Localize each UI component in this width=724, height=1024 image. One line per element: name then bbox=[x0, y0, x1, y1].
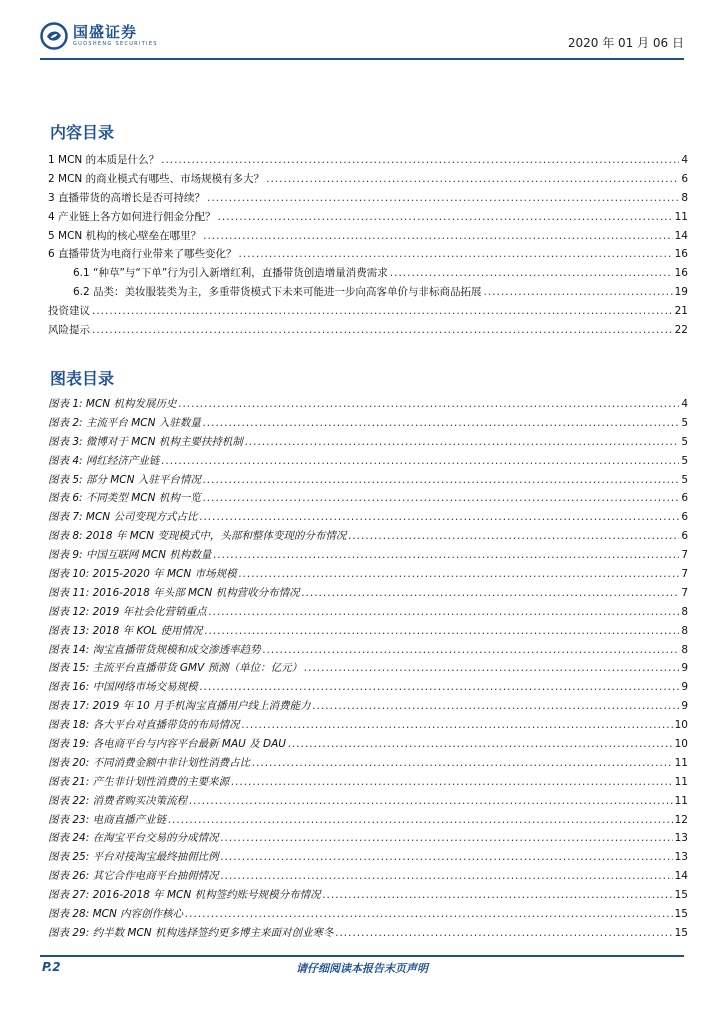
dot-leader bbox=[92, 324, 673, 336]
figure-entry[interactable] bbox=[48, 849, 688, 868]
figure-entry-label: 图表 19: 各电商平台与内容平台最新 MAU 及 DAU bbox=[48, 738, 286, 751]
figure-entry-label: 图表 18: 各大平台对直播带货的布局情况 bbox=[48, 719, 240, 732]
figure-entry-page: 13 bbox=[674, 832, 688, 845]
dot-leader bbox=[266, 173, 679, 185]
figure-entry-page: 15 bbox=[674, 926, 688, 939]
contents-entry-label: 投资建议 bbox=[48, 305, 90, 318]
figure-entry[interactable] bbox=[48, 472, 688, 491]
figure-entry-page: 5 bbox=[681, 454, 688, 467]
contents-entry-label: 6.2 品类：美妆服装类为主，多重带货模式下未来可能进一步向高客单价与非标商品拓展 bbox=[73, 286, 482, 299]
figures-list bbox=[48, 396, 688, 944]
figure-entry-page: 9 bbox=[681, 662, 688, 675]
figure-entry[interactable] bbox=[48, 453, 688, 472]
figure-entry-page: 7 bbox=[681, 549, 688, 562]
figure-entry-page: 4 bbox=[681, 398, 688, 410]
contents-entry-label: 4 产业链上各方如何进行佣金分配？ bbox=[48, 210, 216, 223]
figure-entry-page: 5 bbox=[681, 473, 688, 486]
contents-entry-page: 6 bbox=[681, 172, 688, 185]
dot-leader bbox=[302, 587, 680, 599]
figure-entry-label: 图表 14: 淘宝直播带货规模和成交渗透率趋势 bbox=[48, 643, 261, 656]
contents-entry-page: 4 bbox=[681, 154, 688, 166]
contents-entry-label: 6.1 “种草”与“下单”行为引入新增红利，直播带货创造增量消费需求 bbox=[73, 267, 388, 280]
figure-entry[interactable] bbox=[48, 755, 688, 774]
dot-leader bbox=[92, 305, 673, 317]
contents-entry-page: 8 bbox=[681, 191, 688, 204]
dot-leader bbox=[348, 530, 679, 542]
figure-entry[interactable] bbox=[48, 660, 688, 679]
company-logo bbox=[40, 22, 158, 50]
contents-entry[interactable] bbox=[48, 322, 688, 341]
figure-entry[interactable] bbox=[48, 566, 688, 585]
figure-entry-label: 图表 3: 微博对于 MCN 机构主要扶持机制 bbox=[48, 435, 243, 448]
contents-entry-page: 21 bbox=[674, 305, 688, 318]
contents-entry[interactable] bbox=[48, 265, 688, 284]
header-divider bbox=[40, 58, 684, 60]
figure-entry[interactable] bbox=[48, 925, 688, 944]
figure-entry-page: 13 bbox=[674, 851, 688, 864]
dot-leader bbox=[203, 492, 679, 504]
dot-leader bbox=[390, 267, 673, 279]
figure-entry-label: 图表 11: 2016-2018 年头部 MCN 机构营收分布情况 bbox=[48, 586, 300, 599]
dot-leader bbox=[209, 606, 680, 618]
dot-leader bbox=[189, 795, 673, 807]
figure-entry[interactable] bbox=[48, 604, 688, 623]
contents-entry[interactable] bbox=[48, 152, 688, 171]
figure-entry-page: 11 bbox=[674, 756, 688, 769]
report-date: 2020 年 01 月 06 日 bbox=[567, 36, 684, 50]
figure-entry[interactable] bbox=[48, 509, 688, 528]
figures-title: 图表目录 bbox=[50, 369, 115, 388]
figure-entry-page: 11 bbox=[674, 794, 688, 807]
contents-entry-page: 16 bbox=[674, 248, 688, 261]
figure-entry-label: 图表 8: 2018 年 MCN 变现模式中，头部和整体变现的分布情况 bbox=[48, 530, 347, 543]
figure-entry-label: 图表 25: 平台对接淘宝最终抽佣比例 bbox=[48, 851, 219, 864]
contents-entry[interactable] bbox=[48, 190, 688, 209]
dot-leader bbox=[323, 889, 673, 901]
figure-entry[interactable] bbox=[48, 887, 688, 906]
page-header bbox=[40, 18, 684, 58]
dot-leader bbox=[221, 851, 673, 863]
figure-entry[interactable] bbox=[48, 793, 688, 812]
dot-leader bbox=[203, 417, 679, 429]
dot-leader bbox=[203, 474, 679, 486]
figure-entry[interactable] bbox=[48, 528, 688, 547]
figure-entry-label: 图表 1: MCN 机构发展历史 bbox=[48, 398, 177, 410]
figure-entry-label: 图表 23: 电商直播产业链 bbox=[48, 813, 167, 826]
figure-entry-label: 图表 20: 不同消费金额中非计划性消费占比 bbox=[48, 756, 251, 769]
figure-entry[interactable] bbox=[48, 774, 688, 793]
contents-title: 内容目录 bbox=[50, 123, 115, 142]
dot-leader bbox=[304, 662, 679, 674]
figure-entry-page: 6 bbox=[681, 530, 688, 543]
figure-entry-label: 图表 9: 中国互联网 MCN 机构数量 bbox=[48, 549, 212, 562]
figure-entry-label: 图表 4: 网红经济产业链 bbox=[48, 454, 160, 467]
disclaimer-note: 请仔细阅读本报告末页声明 bbox=[296, 962, 428, 975]
footer-divider bbox=[40, 955, 684, 957]
logo-icon bbox=[40, 22, 68, 50]
contents-entry[interactable] bbox=[48, 246, 688, 265]
contents-entry[interactable] bbox=[48, 303, 688, 322]
figure-entry[interactable] bbox=[48, 812, 688, 831]
figure-entry-label: 图表 22: 消费者购买决策流程 bbox=[48, 794, 188, 807]
contents-entry[interactable] bbox=[48, 228, 688, 247]
figure-entry-label: 图表 29: 约半数 MCN 机构选择签约更多博主来面对创业寒冬 bbox=[48, 926, 334, 939]
dot-leader bbox=[200, 681, 680, 693]
figure-entry-label: 图表 27: 2016-2018 年 MCN 机构签约账号规模分布情况 bbox=[48, 889, 321, 902]
figure-entry[interactable] bbox=[48, 736, 688, 755]
dot-leader bbox=[213, 549, 679, 561]
figure-entry[interactable] bbox=[48, 585, 688, 604]
dot-leader bbox=[168, 814, 673, 826]
dot-leader bbox=[221, 832, 673, 844]
figure-entry-page: 7 bbox=[681, 586, 688, 599]
figure-entry-page: 5 bbox=[681, 435, 688, 448]
contents-entry-label: 3 直播带货的高增长是否可持续？ bbox=[48, 191, 206, 204]
dot-leader bbox=[205, 625, 680, 637]
figure-entry[interactable] bbox=[48, 623, 688, 642]
contents-entry-page: 19 bbox=[674, 286, 688, 299]
dot-leader bbox=[242, 719, 673, 731]
dot-leader bbox=[484, 286, 673, 298]
figure-entry-label: 图表 15: 主流平台直播带货 GMV 预测（单位：亿元） bbox=[48, 662, 303, 675]
figure-entry-page: 6 bbox=[681, 492, 688, 505]
figure-entry-page: 14 bbox=[674, 870, 688, 883]
figure-entry[interactable] bbox=[48, 906, 688, 925]
dot-leader bbox=[178, 398, 679, 410]
figure-entry-label: 图表 7: MCN 公司变现方式占比 bbox=[48, 511, 198, 524]
contents-entry-page: 22 bbox=[674, 324, 688, 337]
figure-entry-page: 6 bbox=[681, 511, 688, 524]
figure-entry-page: 11 bbox=[674, 775, 688, 788]
contents-entry-label: 6 直播带货为电商行业带来了哪些变化？ bbox=[48, 248, 237, 261]
contents-list bbox=[48, 152, 688, 341]
figure-entry-page: 15 bbox=[674, 889, 688, 902]
figure-entry-label: 图表 5: 部分 MCN 入驻平台情况 bbox=[48, 473, 201, 486]
dot-leader bbox=[161, 455, 679, 467]
contents-entry[interactable] bbox=[48, 209, 688, 228]
contents-entry-label: 风险提示 bbox=[48, 324, 90, 337]
figure-entry[interactable] bbox=[48, 868, 688, 887]
figure-entry-label: 图表 6: 不同类型 MCN 机构一览 bbox=[48, 492, 201, 505]
figure-entry-page: 12 bbox=[674, 813, 688, 826]
dot-leader bbox=[161, 154, 679, 166]
figure-entry-label: 图表 26: 其它合作电商平台抽佣情况 bbox=[48, 870, 219, 883]
figure-entry[interactable] bbox=[48, 679, 688, 698]
figure-entry-label: 图表 21: 产生非计划性消费的主要来源 bbox=[48, 775, 230, 788]
dot-leader bbox=[231, 776, 673, 788]
figure-entry-page: 8 bbox=[681, 605, 688, 618]
figure-entry-page: 8 bbox=[681, 643, 688, 656]
figure-entry-label: 图表 17: 2019 年 10 月手机淘宝直播用户线上消费能力 bbox=[48, 700, 311, 713]
dot-leader bbox=[239, 248, 673, 260]
figure-entry[interactable] bbox=[48, 547, 688, 566]
contents-entry-label: 2 MCN 的商业模式有哪些、市场规模有多大？ bbox=[48, 172, 265, 185]
dot-leader bbox=[313, 700, 680, 712]
figure-entry-label: 图表 13: 2018 年 KOL 使用情况 bbox=[48, 624, 203, 637]
page-number: P.2 bbox=[42, 960, 61, 974]
dot-leader bbox=[207, 192, 679, 204]
dot-leader bbox=[252, 757, 673, 769]
figure-entry-page: 10 bbox=[674, 738, 688, 751]
dot-leader bbox=[218, 211, 673, 223]
dot-leader bbox=[199, 511, 679, 523]
figure-entry[interactable] bbox=[48, 642, 688, 661]
figure-entry[interactable] bbox=[48, 415, 688, 434]
figure-entry-label: 图表 12: 2019 年社会化营销重点 bbox=[48, 605, 207, 618]
figure-entry-label: 图表 2: 主流平台 MCN 入驻数量 bbox=[48, 416, 201, 429]
dot-leader bbox=[245, 436, 679, 448]
dot-leader bbox=[263, 644, 680, 656]
figure-entry-label: 图表 10: 2015-2020 年 MCN 市场规模 bbox=[48, 568, 237, 581]
figure-entry-page: 15 bbox=[674, 908, 688, 921]
figure-entry-label: 图表 28: MCN 内容创作核心 bbox=[48, 908, 184, 921]
contents-entry[interactable] bbox=[48, 171, 688, 190]
figure-entry-page: 9 bbox=[681, 681, 688, 694]
figure-entry-label: 图表 16: 中国网络市场交易规模 bbox=[48, 681, 198, 694]
figure-entry[interactable] bbox=[48, 717, 688, 736]
contents-entry-page: 11 bbox=[674, 210, 688, 223]
figure-entry-page: 8 bbox=[681, 624, 688, 637]
dot-leader bbox=[185, 908, 672, 920]
figure-entry-label: 图表 24: 在淘宝平台交易的分成情况 bbox=[48, 832, 219, 845]
logo-name: 国盛证券 bbox=[73, 23, 138, 41]
logo-english-name: GUOSHENG SECURITIES bbox=[73, 41, 158, 47]
figure-entry-page: 7 bbox=[681, 568, 688, 581]
figure-entry-page: 10 bbox=[674, 719, 688, 732]
dot-leader bbox=[336, 927, 673, 939]
figure-entry-page: 9 bbox=[681, 700, 688, 713]
figure-entry-page: 5 bbox=[681, 416, 688, 429]
contents-entry-page: 16 bbox=[674, 267, 688, 280]
figure-entry[interactable] bbox=[48, 434, 688, 453]
contents-entry-page: 14 bbox=[674, 229, 688, 242]
figure-entry[interactable] bbox=[48, 830, 688, 849]
dot-leader bbox=[239, 568, 680, 580]
contents-entry-label: 5 MCN 机构的核心壁垒在哪里？ bbox=[48, 229, 202, 242]
dot-leader bbox=[221, 870, 673, 882]
dot-leader bbox=[288, 738, 673, 750]
dot-leader bbox=[203, 230, 673, 242]
contents-entry[interactable] bbox=[48, 284, 688, 303]
figure-entry[interactable] bbox=[48, 698, 688, 717]
figure-entry[interactable] bbox=[48, 490, 688, 509]
contents-entry-label: 1 MCN 的本质是什么？ bbox=[48, 154, 160, 166]
figure-entry[interactable] bbox=[48, 396, 688, 415]
